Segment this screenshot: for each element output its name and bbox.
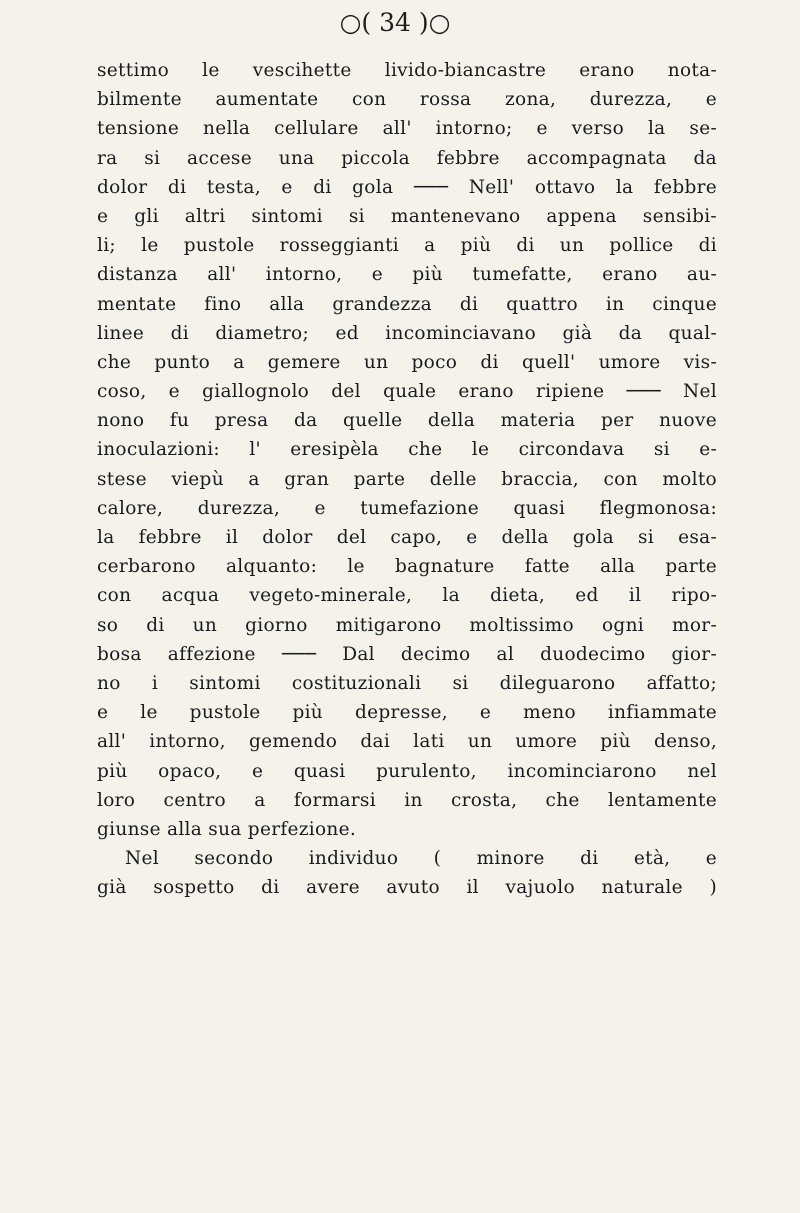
text-line: li; le pustole rosseggianti a più di un pollice di	[97, 235, 717, 257]
text-line: bosa affezione ─── Dal decimo al duodecimo gior-	[97, 643, 717, 665]
text-line: ra si accese una piccola febbre accompagnata da	[97, 147, 717, 169]
text-line: stese viepù a gran parte delle braccia, con molto	[97, 468, 717, 490]
text-line: dolor di testa, e di gola ─── Nell' ottavo la febbre	[97, 176, 717, 198]
text-line: con acqua vegeto-minerale, la dieta, ed il ripo-	[97, 585, 717, 607]
text-line: già sospetto di avere avuto il vajuolo naturale )	[97, 877, 717, 899]
text-line: tensione nella cellulare all' intorno; e verso la se-	[97, 118, 717, 140]
page-number: ○( 34 )○	[339, 8, 451, 37]
text-line: e le pustole più depresse, e meno infiammate	[97, 702, 717, 724]
text-line: cerbarono alquanto: le bagnature fatte alla parte	[97, 556, 717, 578]
text-line: no i sintomi costituzionali si dileguarono affatto;	[97, 672, 717, 694]
text-line: bilmente aumentate con rossa zona, durezza, e	[97, 89, 717, 111]
text-line: loro centro a formarsi in crosta, che lentamente	[97, 789, 717, 811]
text-line: so di un giorno mitigarono moltissimo ogni mor-	[97, 614, 717, 636]
text-line: distanza all' intorno, e più tumefatte, erano au-	[97, 264, 717, 286]
text-line: nono fu presa da quelle della materia per nuove	[97, 410, 717, 432]
text-line: la febbre il dolor del capo, e della gola si esa-	[97, 527, 717, 548]
paragraph-start-line: Nel secondo individuo ( minore di età, e	[125, 848, 717, 870]
text-line: all' intorno, gemendo dai lati un umore più denso,	[97, 731, 717, 753]
text-line: calore, durezza, e tumefazione quasi flegmonosa:	[97, 497, 717, 519]
text-line: più opaco, e quasi purulento, incominciarono nel	[97, 760, 717, 782]
text-line: che punto a gemere un poco di quell' umore vis-	[97, 351, 717, 373]
text-line: giunse alla sua perfezione.	[97, 818, 357, 840]
text-line: inoculazioni: l' eresipèla che le circondava si e-	[97, 439, 717, 461]
text-line: linee di diametro; ed incominciavano già da qual-	[97, 322, 717, 344]
text-line: e gli altri sintomi si mantenevano appena sensibi-	[97, 205, 717, 227]
body-text	[97, 56, 717, 902]
text-line: settimo le vescihette livido-biancastre erano nota-	[97, 60, 717, 81]
text-line: mentate fino alla grandezza di quattro in cinque	[97, 293, 717, 315]
text-line: coso, e giallognolo del quale erano ripiene ─── Nel	[97, 381, 717, 403]
